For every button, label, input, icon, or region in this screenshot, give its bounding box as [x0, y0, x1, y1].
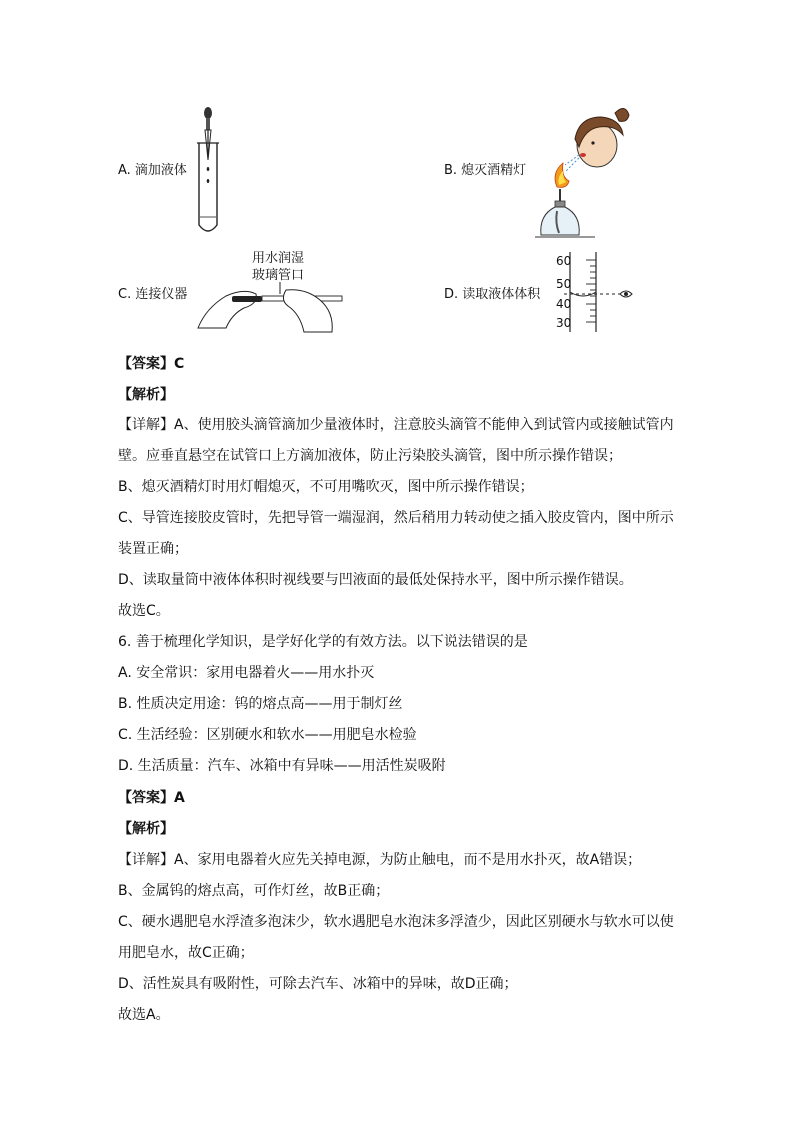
q5-detail-line-1: 【详解】A、使用胶头滴管滴加少量液体时，注意胶头滴管不能伸入到试管内或接触试管内 — [118, 417, 674, 433]
q6-detail-line-1: 【详解】A、家用电器着火应先关掉电源，为防止触电，而不是用水扑灭，故A错误； — [118, 852, 642, 868]
q6-option-b: B. 性质决定用途：钨的熔点高——用于制灯丝 — [118, 696, 403, 712]
q5-analysis-heading: 【解析】 — [118, 387, 174, 403]
q6-analysis-heading: 【解析】 — [118, 821, 174, 837]
q5-answer: 【答案】C — [118, 356, 185, 372]
q5-option-a: A. 滴加液体 — [118, 163, 187, 178]
graduated-cylinder-figure — [550, 252, 640, 334]
connect-apparatus-figure — [196, 248, 346, 334]
q5-option-b: B. 熄灭酒精灯 — [444, 163, 527, 178]
alcohol-lamp-figure — [535, 103, 635, 241]
q6-detail-line-4: 用肥皂水，故C正确； — [118, 945, 254, 961]
q6-stem: 6. 善于梳理化学知识，是学好化学的有效方法。以下说法错误的是 — [118, 634, 528, 650]
c-caption-line2: 玻璃管口 — [252, 268, 305, 283]
q5-detail-line-5: 装置正确； — [118, 541, 188, 557]
dropper-test-tube-figure — [190, 105, 230, 235]
q6-option-c: C. 生活经验：区别硬水和软水——用肥皂水检验 — [118, 727, 417, 743]
scale-label-60: 60 — [556, 254, 572, 268]
q5-detail-line-7: 故选C。 — [118, 603, 170, 619]
q6-detail-line-2: B、金属钨的熔点高，可作灯丝，故B正确； — [118, 883, 390, 899]
q5-detail-line-6: D、读取量筒中液体体积时视线要与凹液面的最低处保持水平，图中所示操作错误。 — [118, 572, 633, 588]
c-caption-line1: 用水润湿 — [252, 251, 305, 266]
q5-detail-line-4: C、导管连接胶皮管时，先把导管一端湿润，然后稍用力转动使之插入胶皮管内，图中所示 — [118, 510, 674, 526]
q5-option-d: D. 读取液体体积 — [444, 287, 541, 302]
q5-detail-line-2: 壁。应垂直悬空在试管口上方滴加液体，防止污染胶头滴管，图中所示操作错误； — [118, 448, 622, 464]
q5-option-c: C. 连接仪器 — [118, 287, 188, 302]
q6-detail-line-3: C、硬水遇肥皂水浮渣多泡沫少，软水遇肥皂水泡沫多浮渣少，因此区别硬水与软水可以使 — [118, 914, 674, 930]
q6-detail-line-6: 故选A。 — [118, 1007, 170, 1023]
scale-label-30: 30 — [556, 316, 572, 330]
q6-option-d: D. 生活质量：汽车、冰箱中有异味——用活性炭吸附 — [118, 758, 446, 774]
scale-label-40: 40 — [556, 297, 572, 311]
scale-label-50: 50 — [556, 277, 572, 291]
q5-detail-line-3: B、熄灭酒精灯时用灯帽熄灭，不可用嘴吹灭，图中所示操作错误； — [118, 479, 534, 495]
q6-detail-line-5: D、活性炭具有吸附性，可除去汽车、冰箱中的异味，故D正确； — [118, 976, 518, 992]
q6-answer: 【答案】A — [118, 790, 185, 806]
q6-option-a: A. 安全常识：家用电器着火——用水扑灭 — [118, 665, 375, 681]
